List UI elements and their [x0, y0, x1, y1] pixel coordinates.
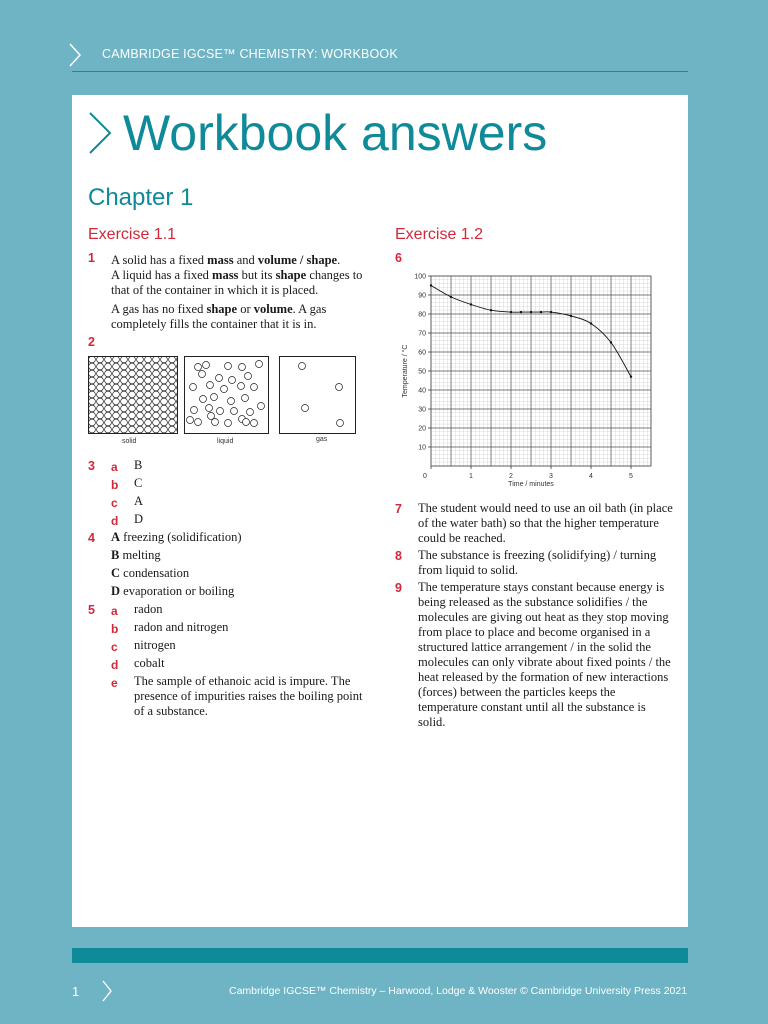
x-tick-label: 3 [549, 473, 553, 480]
q5a-letter: a [111, 604, 118, 618]
header-chevron-icon [66, 42, 84, 68]
data-point [510, 311, 512, 313]
data-point [610, 341, 612, 343]
footer-chevron-icon [100, 979, 114, 1003]
q4-answer-c: C condensation [111, 566, 190, 580]
q3d-answer: D [134, 512, 144, 526]
data-point [520, 311, 522, 313]
q4-answer-b: B melting [111, 548, 161, 562]
data-point [540, 311, 542, 313]
chapter-heading: Chapter 1 [88, 184, 194, 211]
exercise-1-1-heading: Exercise 1.1 [88, 226, 177, 243]
y-tick-label: 100 [414, 273, 426, 281]
q5c-answer: nitrogen [134, 638, 176, 652]
q4-answer-a: A freezing (solidification) [111, 530, 242, 544]
cooling-curve-chart [395, 268, 660, 493]
y-tick-label: 50 [418, 368, 426, 376]
q5e-letter: e [111, 676, 118, 690]
data-point [550, 311, 552, 313]
data-point [590, 322, 592, 324]
y-tick-label: 90 [418, 292, 426, 300]
y-tick-label: 70 [418, 330, 426, 338]
footer-band [72, 948, 688, 963]
liquid-label: liquid [217, 438, 234, 445]
q6-number: 6 [395, 251, 402, 265]
q3b-answer: C [134, 476, 143, 490]
q1-number: 1 [88, 251, 95, 265]
data-point [470, 303, 472, 305]
page-title: Workbook answers [123, 105, 548, 161]
footer-copyright: Cambridge IGCSE™ Chemistry – Harwood, Lodge & Wooster © Cambridge University Press 2021 [229, 985, 688, 997]
y-axis-label: Temperature / °C [402, 344, 409, 398]
data-point [450, 296, 452, 298]
q5a-answer: radon [134, 602, 163, 616]
x-axis-label: Time / minutes [508, 481, 554, 488]
q4-answer-d: D evaporation or boiling [111, 584, 235, 598]
q5b-answer: radon and nitrogen [134, 620, 229, 634]
data-point [630, 376, 632, 378]
q9-answer: The temperature stays constant because energy is being released as the substance solidifies / the molecules are giving out heat as they stop moving from place to place and become organised in a structured lattice arrangement / in the solid the molecules can only vibrate about fixed points / the heat released by the formation of new interactions (forces) between the particles keeps the temperature constant until all the substance is solid. [418, 580, 671, 729]
data-point [490, 309, 492, 311]
header-divider [72, 71, 688, 72]
q5b-letter: b [111, 622, 119, 636]
q5c-letter: c [111, 640, 118, 654]
y-tick-label: 20 [418, 425, 426, 433]
q4-number: 4 [88, 531, 95, 545]
q5d-answer: cobalt [134, 656, 165, 670]
y-tick-label: 10 [418, 444, 426, 452]
q2-number: 2 [88, 335, 95, 349]
q9-number: 9 [395, 581, 402, 595]
y-tick-label: 80 [418, 311, 426, 319]
x-tick-label: 4 [589, 473, 593, 480]
q3-number: 3 [88, 459, 95, 473]
y-tick-label: 40 [418, 387, 426, 395]
q5e-answer: The sample of ethanoic acid is impure. The presence of impurities raises the boiling point of a substance. [134, 674, 363, 718]
data-point [430, 284, 432, 286]
q1-gas-text: A gas has no fixed shape or volume. A gas completely fills the container that it is in. [111, 302, 327, 331]
y-tick-label: 30 [418, 406, 426, 414]
x-tick-label: 1 [469, 473, 473, 480]
q3d-letter: d [111, 514, 119, 528]
q3c-answer: A [134, 494, 144, 508]
q1-solid-text: A solid has a fixed mass and volume / shape. [111, 253, 341, 267]
data-point [570, 315, 572, 317]
q3a-answer: B [134, 458, 143, 472]
q3c-letter: c [111, 496, 118, 510]
q8-number: 8 [395, 549, 402, 563]
solid-particles-diagram [88, 356, 178, 434]
title-chevron-icon [86, 110, 114, 156]
q7-number: 7 [395, 502, 402, 516]
page-number: 1 [72, 984, 80, 999]
q3a-letter: a [111, 460, 118, 474]
q1-liquid-text: A liquid has a fixed mass but its shape changes to that of the container in which it is placed. [111, 268, 363, 297]
q8-answer: The substance is freezing (solidifying) / turning from liquid to solid. [418, 548, 657, 577]
q7-answer: The student would need to use an oil bath (in place of the water bath) so that the higher temperature could be reached. [418, 501, 673, 545]
q3b-letter: b [111, 478, 119, 492]
header-title: CAMBRIDGE IGCSE™ CHEMISTRY: WORKBOOK [102, 47, 398, 61]
liquid-particles-diagram [184, 356, 269, 434]
data-point [530, 311, 532, 313]
x-tick-label: 5 [629, 473, 633, 480]
gas-particles-diagram [279, 356, 356, 434]
exercise-1-2-heading: Exercise 1.2 [395, 226, 484, 243]
solid-label: solid [122, 438, 137, 445]
q5d-letter: d [111, 658, 119, 672]
x-tick-label: 2 [509, 473, 513, 480]
q5-number: 5 [88, 603, 95, 617]
x-tick-label: 0 [423, 473, 427, 480]
y-tick-label: 60 [418, 349, 426, 357]
gas-label: gas [316, 436, 328, 443]
